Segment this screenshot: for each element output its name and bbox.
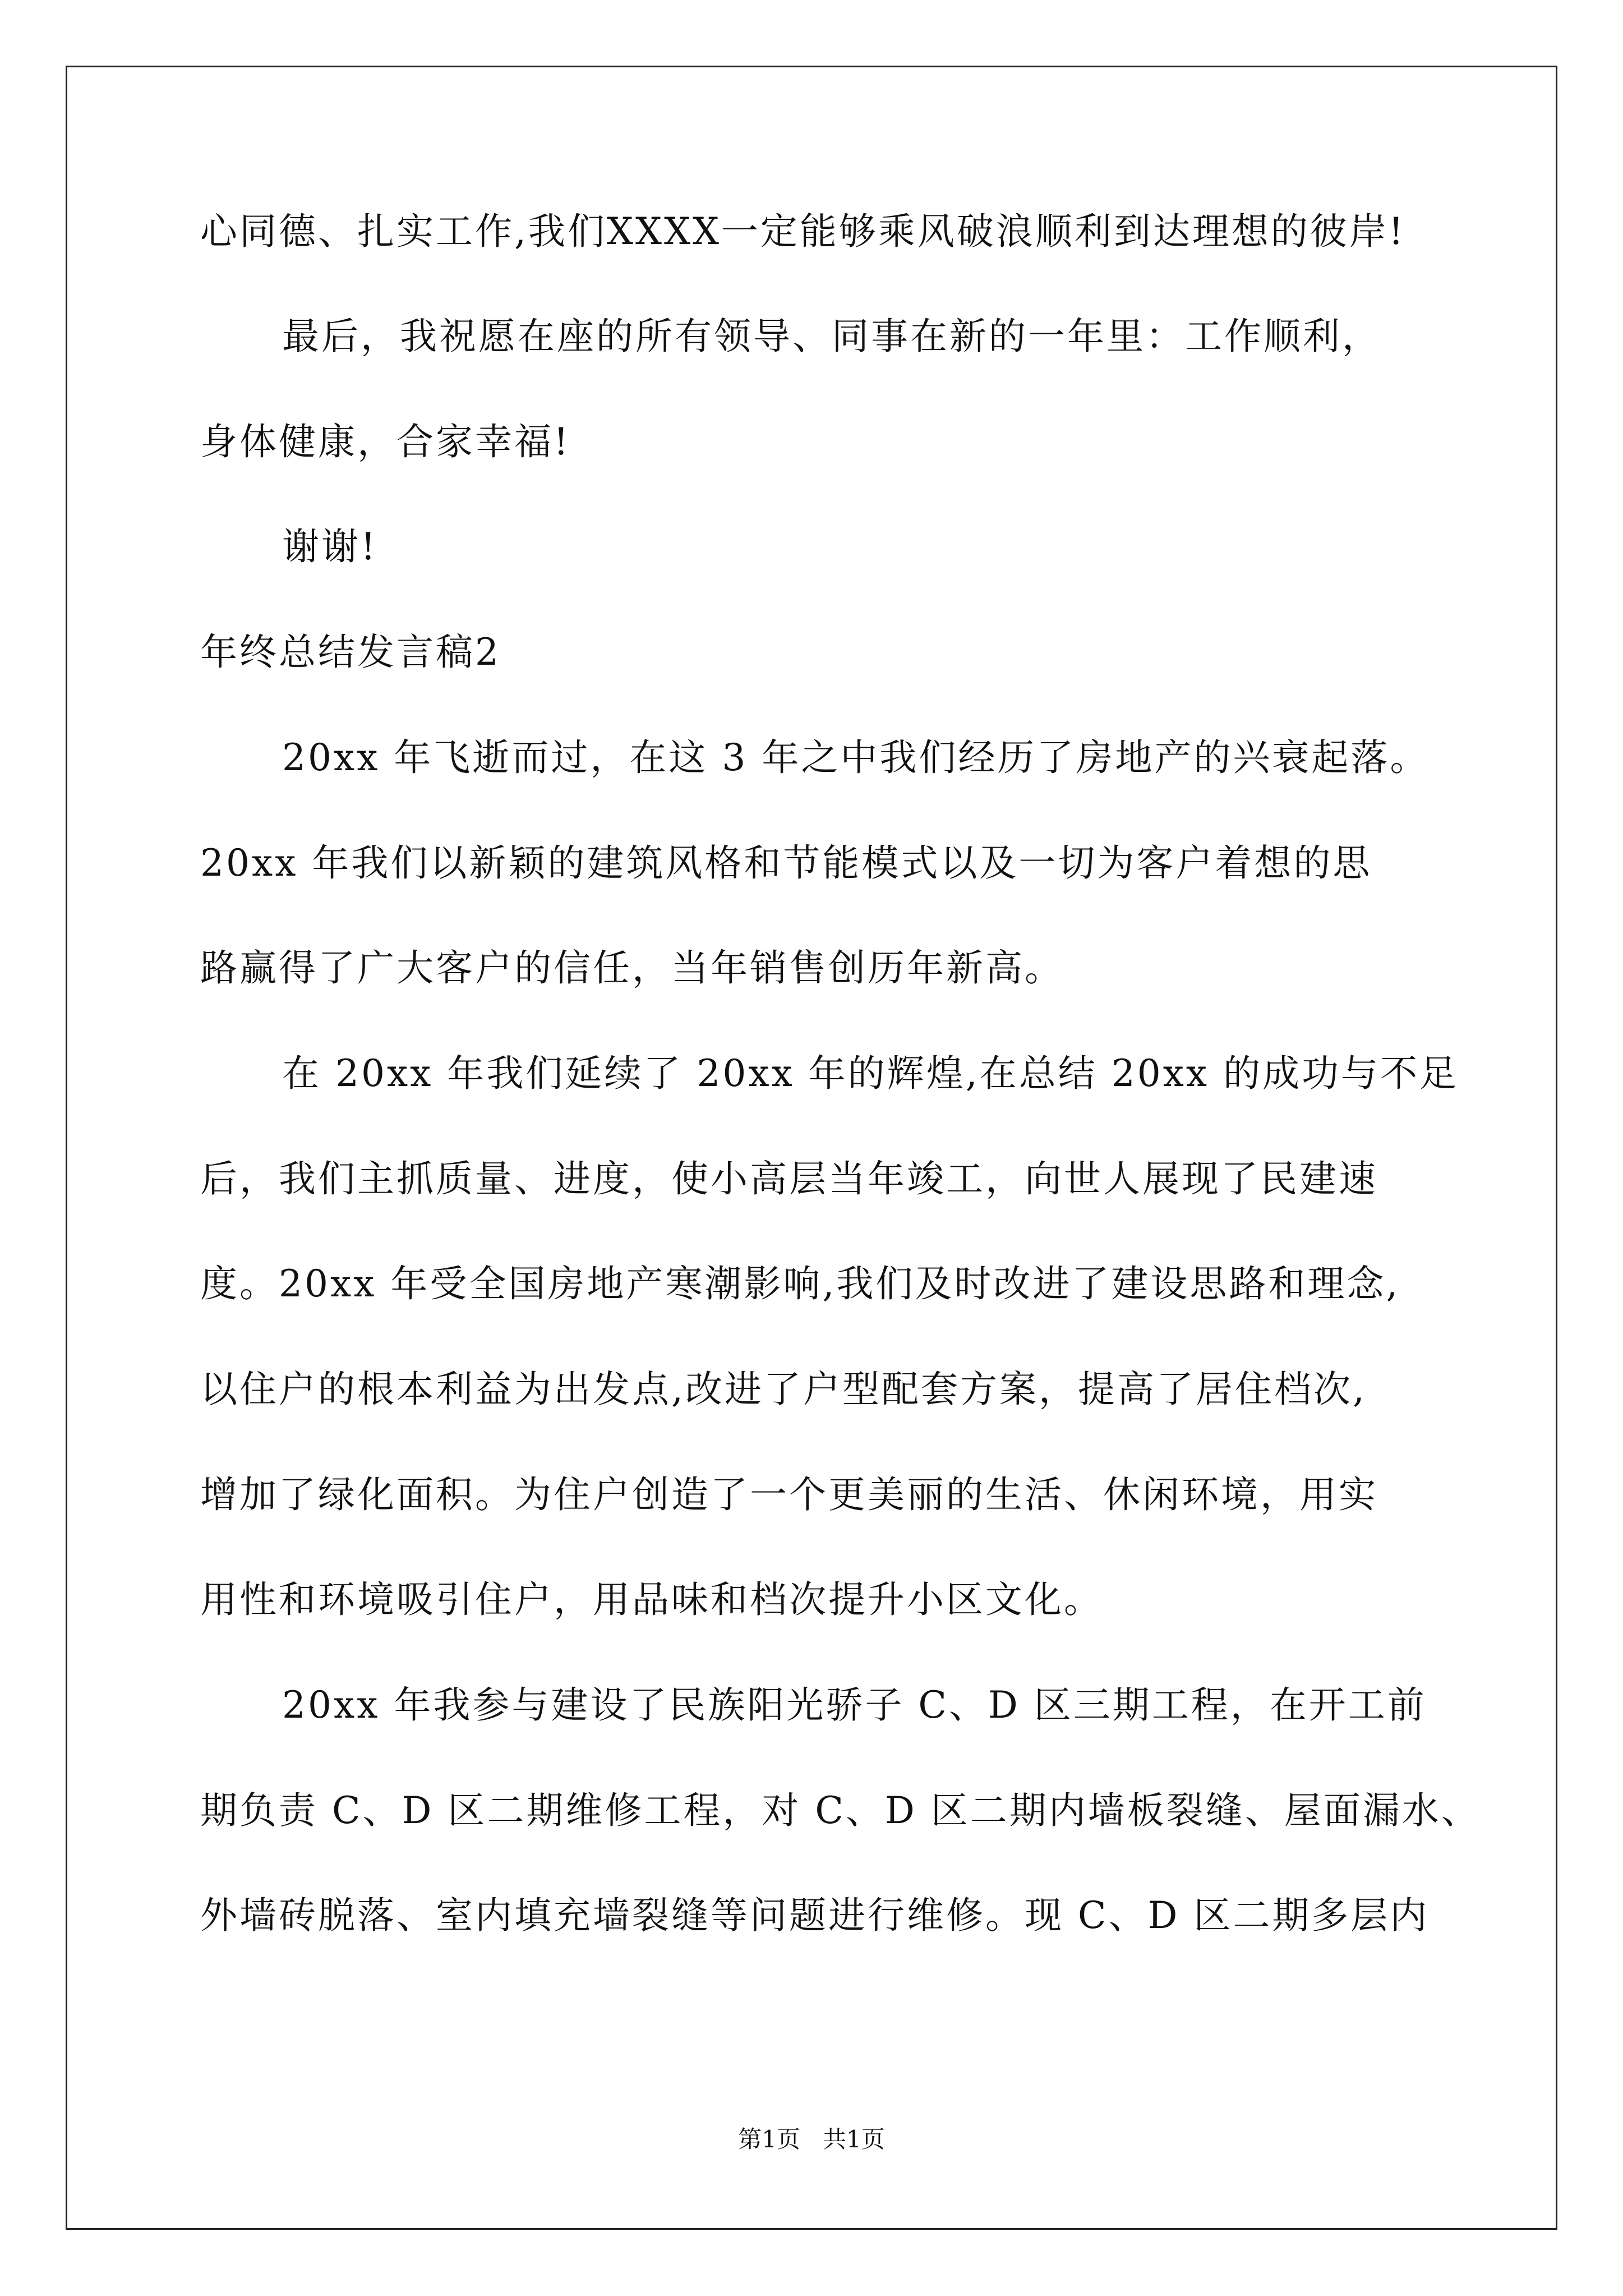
paragraph-line: 外墙砖脱落、室内填充墙裂缝等问题进行维修。现 C、D 区二期多层内 <box>200 1894 1430 1937</box>
paragraph-line: 身体健康，合家幸福! <box>200 420 571 463</box>
paragraph-line: 在 20xx 年我们延续了 20xx 年的辉煌,在总结 20xx 的成功与不足 <box>282 1052 1459 1095</box>
paragraph-line: 20xx 年飞逝而过，在这 3 年之中我们经历了房地产的兴衰起落。 <box>282 736 1430 779</box>
paragraph-line: 20xx 年我们以新颖的建筑风格和节能模式以及一切为客户着想的思 <box>200 841 1372 885</box>
paragraph-line: 后，我们主抓质量、进度，使小高层当年竣工，向世人展现了民建速 <box>200 1157 1378 1200</box>
paragraph-line: 20xx 年我参与建设了民族阳光骄子 C、D 区三期工程，在开工前 <box>282 1683 1427 1727</box>
paragraph-line: 度。20xx 年受全国房地产寒潮影响,我们及时改进了建设思路和理念, <box>200 1262 1400 1305</box>
section-title: 年终总结发言稿2 <box>200 631 501 674</box>
paragraph-line: 最后，我祝愿在座的所有领导、同事在新的一年里：工作顺利， <box>282 315 1381 358</box>
page-footer: 第1页 共1页 <box>738 2125 885 2153</box>
paragraph-line: 期负责 C、D 区二期维修工程，对 C、D 区二期内墙板裂缝、屋面漏水、 <box>200 1789 1481 1832</box>
paragraph-line: 路赢得了广大客户的信任，当年销售创历年新高。 <box>200 946 1064 990</box>
paragraph-line: 谢谢! <box>282 525 378 568</box>
paragraph-line: 以住户的根本利益为出发点,改进了户型配套方案，提高了居住档次, <box>200 1368 1367 1411</box>
paragraph-line: 用性和环境吸引住户，用品味和档次提升小区文化。 <box>200 1578 1103 1621</box>
paragraph-line: 增加了绿化面积。为住户创造了一个更美丽的生活、休闲环境，用实 <box>200 1473 1378 1516</box>
paragraph-line: 心同德、扎实工作,我们XXXX一定能够乘风破浪顺利到达理想的彼岸! <box>200 210 1406 253</box>
